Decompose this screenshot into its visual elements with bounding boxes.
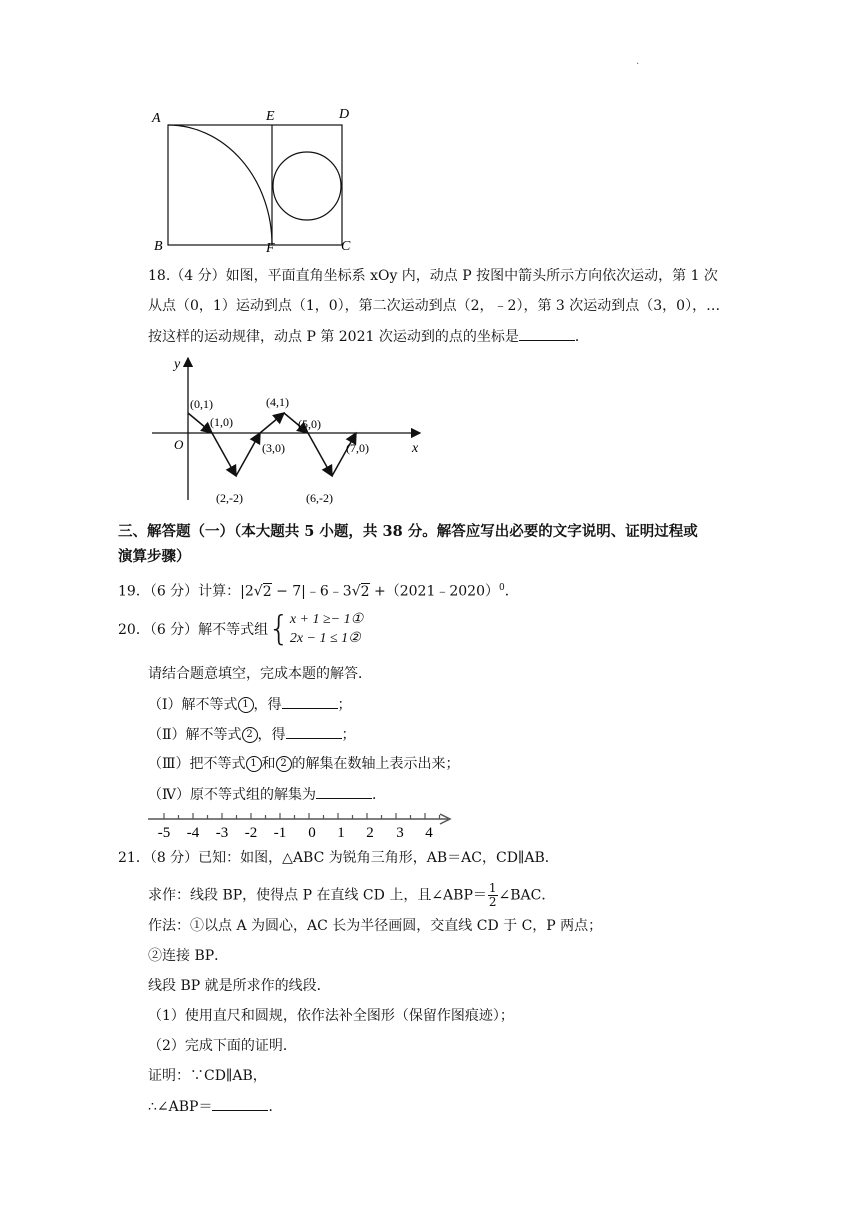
q20-instruction: 请结合题意填空，完成本题的解答． — [148, 666, 372, 682]
mark-2: ② — [348, 631, 361, 646]
answer-blank — [286, 724, 342, 739]
label-c: C — [341, 239, 351, 254]
q21-line2 — [148, 882, 555, 909]
q19-suffix: +（2021﹣2020） — [369, 583, 500, 600]
answer-blank — [519, 326, 575, 341]
q20-prefix: 20．（6 分）解不等式组 — [118, 622, 269, 638]
label-b: B — [154, 239, 163, 254]
q21-line3: 作法：①以点 A 为圆心，AC 长为半径画圆，交直线 CD 于 C，P 两点； — [148, 918, 603, 934]
q18-line2: 从点（0，1）运动到点（1，0），第二次运动到点（2，﹣2），第 3 次运动到点（3，0），… — [148, 298, 721, 314]
q19-exponent: 0 — [499, 583, 505, 593]
q20-step2 — [148, 724, 356, 745]
tick-label: 4 — [425, 825, 433, 841]
tick-label: -2 — [244, 825, 258, 841]
q18-line3 — [148, 326, 589, 347]
q19-sqrt1: 2 — [262, 583, 272, 600]
step-end: ； — [341, 727, 356, 743]
zigzag-coordinate-graph — [150, 352, 440, 512]
step-end: ； — [337, 697, 352, 713]
answer-blank — [212, 1096, 268, 1111]
q19-sqrt2: 2 — [360, 583, 370, 600]
step-prefix: （Ⅳ）原不等式组的解集为 — [148, 787, 316, 803]
x-axis-label: x — [412, 441, 419, 456]
step-prefix: （Ⅱ）解不等式 — [148, 727, 242, 743]
q21-line9 — [148, 1096, 282, 1117]
circled-number: 2 — [276, 756, 292, 772]
mark-1: ① — [350, 612, 364, 627]
q21-line7: （2）完成下面的证明． — [148, 1038, 297, 1054]
step-end: ． — [372, 787, 386, 803]
step-prefix: （Ⅰ）解不等式 — [148, 697, 238, 713]
step-text: 的解集在数轴上表示出来； — [291, 756, 460, 772]
brace-icon: { — [268, 609, 290, 649]
sqrt-symbol: √ — [253, 583, 263, 600]
answer-blank — [282, 694, 338, 709]
q18-line3-text: 按这样的运动规律，动点 P 第 2021 次运动到的点的坐标是 — [148, 329, 519, 345]
circled-number: 2 — [242, 727, 258, 743]
q21-line5: 线段 BP 就是所求作的线段． — [148, 978, 331, 994]
page-dot-mark: . — [636, 56, 640, 67]
step-and: 和 — [261, 756, 276, 772]
tick-label: -3 — [215, 825, 229, 841]
point-label: (1,0) — [210, 415, 233, 429]
point-label: (4,1) — [266, 395, 289, 409]
label-e: E — [266, 109, 275, 124]
q21-line2-text: 求作：线段 BP，使得点 P 在直线 CD 上，且∠ABP＝ — [148, 887, 487, 904]
move-1 — [188, 413, 212, 433]
q21-line9-text: ∴∠ABP＝ — [148, 1099, 213, 1115]
q20-step4 — [148, 784, 386, 805]
sqrt-symbol: √ — [351, 583, 361, 600]
q18-line1: 18.（4 分）如图，平面直角坐标系 xOy 内，动点 P 按图中箭头所示方向依次运动，第 1 次 — [148, 268, 718, 284]
q19-end: ． — [504, 583, 519, 600]
tick-label: -4 — [186, 825, 200, 841]
circled-number: 1 — [246, 756, 262, 772]
section3-heading-line2: 演算步骤） — [118, 548, 191, 565]
move-4 — [260, 413, 284, 433]
move-2 — [212, 433, 236, 476]
rectangle-abcd — [168, 125, 342, 245]
point-label: (2,-2) — [216, 491, 243, 505]
point-label: (0,1) — [190, 397, 213, 411]
origin-label: O — [174, 437, 184, 452]
point-label: (7,0) — [346, 441, 369, 455]
tick-label: -1 — [273, 825, 287, 841]
step-text: ，得 — [253, 697, 282, 713]
quarter-arc — [168, 125, 272, 245]
q21-line1: 21．（8 分）已知：如图，△ABC 为锐角三角形，AB＝AC，CD∥AB． — [118, 850, 559, 866]
step-prefix: （Ⅲ）把不等式 — [148, 756, 246, 772]
q21-line6: （1）使用直尺和圆规，依作法补全图形（保留作图痕迹）； — [148, 1008, 514, 1024]
inscribed-circle — [273, 152, 341, 220]
q20-step3 — [148, 754, 460, 774]
tick-label: 2 — [366, 825, 374, 841]
q20-header — [118, 610, 363, 648]
q18-line3-end: ． — [574, 329, 589, 345]
tick-label: 3 — [396, 825, 404, 841]
number-line-ticks — [164, 813, 440, 819]
y-axis-label: y — [174, 357, 181, 372]
section3-heading-line1: 三、解答题（一）（本大题共 5 小题，共 38 分。解答应写出必要的文字说明、证明过程或 — [118, 523, 698, 540]
q19-prefix: 19．（6 分）计算：|2 — [118, 583, 254, 600]
inequality-2: 2x − 1 ≤ 1 — [289, 631, 349, 646]
fraction-half — [488, 882, 498, 909]
tick-label: 1 — [337, 825, 345, 841]
q20-step1 — [148, 694, 352, 715]
q21-line2-end: ∠BAC． — [498, 887, 556, 904]
move-6 — [308, 433, 332, 476]
step-text: ，得 — [257, 727, 286, 743]
fraction-numerator: 1 — [488, 881, 497, 895]
answer-blank — [316, 784, 372, 799]
point-label: (6,-2) — [306, 491, 333, 505]
label-f: F — [266, 241, 275, 256]
inequality-system — [290, 610, 363, 648]
move-3 — [236, 433, 260, 476]
point-label: (3,0) — [262, 441, 285, 455]
tick-label: -5 — [157, 825, 171, 841]
tick-label: 0 — [308, 825, 316, 841]
rectangle-arc-figure — [145, 100, 365, 260]
number-line — [144, 808, 456, 842]
q21-line9-end: ． — [268, 1099, 283, 1115]
label-a: A — [152, 111, 161, 126]
label-d: D — [339, 107, 350, 122]
q21-line8: 证明：∵CD∥AB， — [148, 1068, 267, 1084]
circled-number: 1 — [238, 697, 254, 713]
q19-line — [118, 578, 519, 602]
q19-mid: − 7|﹣6﹣3 — [271, 583, 352, 600]
point-label: (5,0) — [298, 417, 321, 431]
inequality-1: x + 1 ≥− 1 — [289, 612, 351, 627]
q21-line4: ②连接 BP． — [148, 948, 229, 964]
fraction-denominator: 2 — [488, 895, 497, 909]
